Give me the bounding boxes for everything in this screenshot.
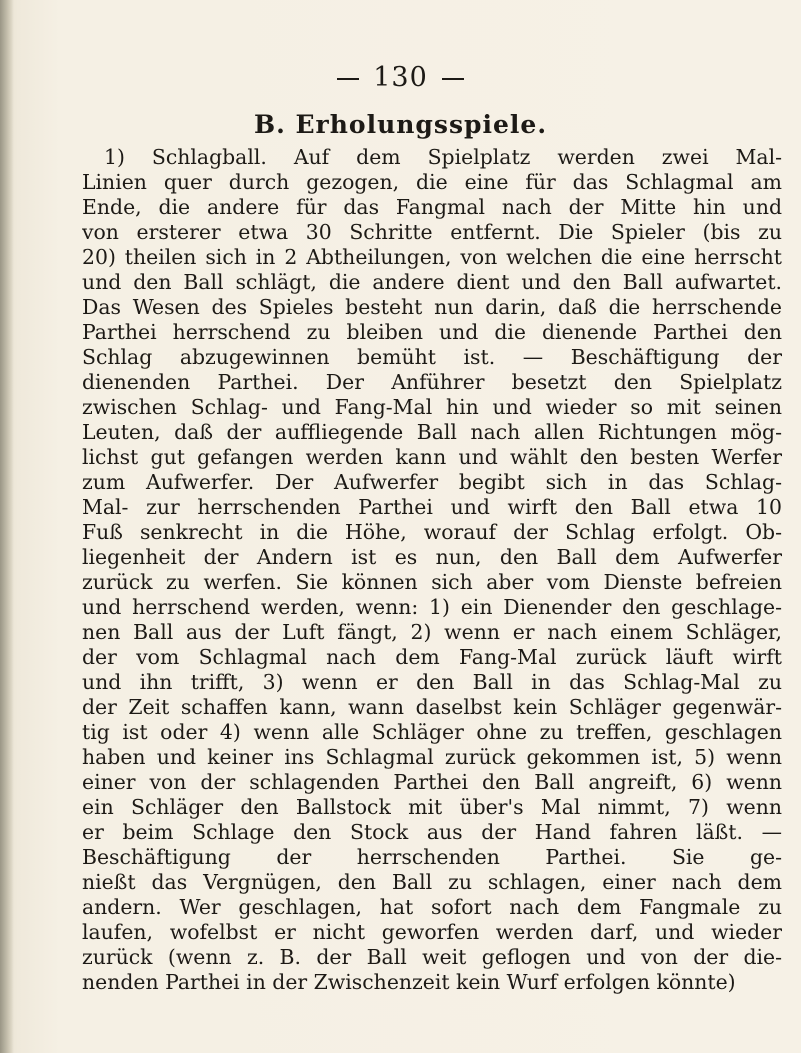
text-line: Parthei herrschend zu bleiben und die dienende Parthei den xyxy=(82,320,782,344)
text-line: Linien quer durch gezogen, die eine für das Schlagmal am xyxy=(82,170,782,194)
text-line: Beschäftigung der herrschenden Parthei. Sie ge- xyxy=(82,845,782,869)
text-line: nen Ball aus der Luft fängt, 2) wenn er nach einem Schläger, xyxy=(82,620,782,644)
text-line: zurück zu werfen. Sie können sich aber vom Dienste befreien xyxy=(82,570,782,594)
text-line: der vom Schlagmal nach dem Fang-Mal zurück läuft wirft xyxy=(82,645,782,669)
text-line: andern. Wer geschlagen, hat sofort nach dem Fangmale zu xyxy=(82,895,782,919)
text-line: einer von der schlagenden Parthei den Ball angreift, 6) wenn xyxy=(82,770,782,794)
dash-right xyxy=(442,78,464,80)
text-line: 1) Schlagball. Auf dem Spielplatz werden zwei Mal- xyxy=(104,145,782,169)
text-line: Schlag abzugewinnen bemüht ist. — Beschäftigung der xyxy=(82,345,782,369)
text-line: Fuß senkrecht in die Höhe, worauf der Schlag erfolgt. Ob- xyxy=(82,520,782,544)
text-line: nenden Parthei in der Zwischenzeit kein Wurf erfolgen könnte) xyxy=(82,970,736,994)
text-line: nießt das Vergnügen, den Ball zu schlagen, einer nach dem xyxy=(82,870,782,894)
text-line: der Zeit schaffen kann, wann daselbst kein Schläger gegenwär- xyxy=(82,695,782,719)
text-line: laufen, wofelbst er nicht geworfen werden darf, und wieder xyxy=(82,920,782,944)
text-line: und ihn trifft, 3) wenn er den Ball in das Schlag-Mal zu xyxy=(82,670,782,694)
paragraph xyxy=(82,145,782,995)
text-line: von ersterer etwa 30 Schritte entfernt. Die Spieler (bis zu xyxy=(82,220,782,244)
text-line: und den Ball schlägt, die andere dient und den Ball aufwartet. xyxy=(82,270,782,294)
text-line: er beim Schlage den Stock aus der Hand fahren läßt. — xyxy=(82,820,782,844)
text-line: zwischen Schlag- und Fang-Mal hin und wieder so mit seinen xyxy=(82,395,782,419)
text-line: Das Wesen des Spieles besteht nun darin, daß die herrschende xyxy=(82,295,782,319)
text-line: Mal- zur herrschenden Parthei und wirft den Ball etwa 10 xyxy=(82,495,782,519)
text-line: liegenheit der Andern ist es nun, den Ball dem Aufwerfer xyxy=(82,545,782,569)
binding-shadow xyxy=(0,0,14,1053)
text-line: Ende, die andere für das Fangmal nach der Mitte hin und xyxy=(82,195,782,219)
page-number-value: 130 xyxy=(373,62,428,93)
text-line: tig ist oder 4) wenn alle Schläger ohne zu treffen, geschlagen xyxy=(82,720,782,744)
dash-left xyxy=(337,78,359,80)
text-line: lichst gut gefangen werden kann und wählt den besten Werfer xyxy=(82,445,782,469)
page-number xyxy=(0,62,801,93)
text-line: 20) theilen sich in 2 Abtheilungen, von welchen die eine herrscht xyxy=(82,245,782,269)
text-line: zum Aufwerfer. Der Aufwerfer begibt sich in das Schlag- xyxy=(82,470,782,494)
text-line: ein Schläger den Ballstock mit über's Mal nimmt, 7) wenn xyxy=(82,795,782,819)
text-line: zurück (wenn z. B. der Ball weit geflogen und von der die- xyxy=(82,945,782,969)
text-line: und herrschend werden, wenn: 1) ein Dienender den geschlage- xyxy=(82,595,782,619)
text-line: dienenden Parthei. Der Anführer besetzt den Spielplatz xyxy=(82,370,782,394)
section-heading: B. Erholungsspiele. xyxy=(253,110,548,139)
text-line: Leuten, daß der auffliegende Ball nach allen Richtungen mög- xyxy=(82,420,782,444)
text-line: haben und keiner ins Schlagmal zurück gekommen ist, 5) wenn xyxy=(82,745,782,769)
